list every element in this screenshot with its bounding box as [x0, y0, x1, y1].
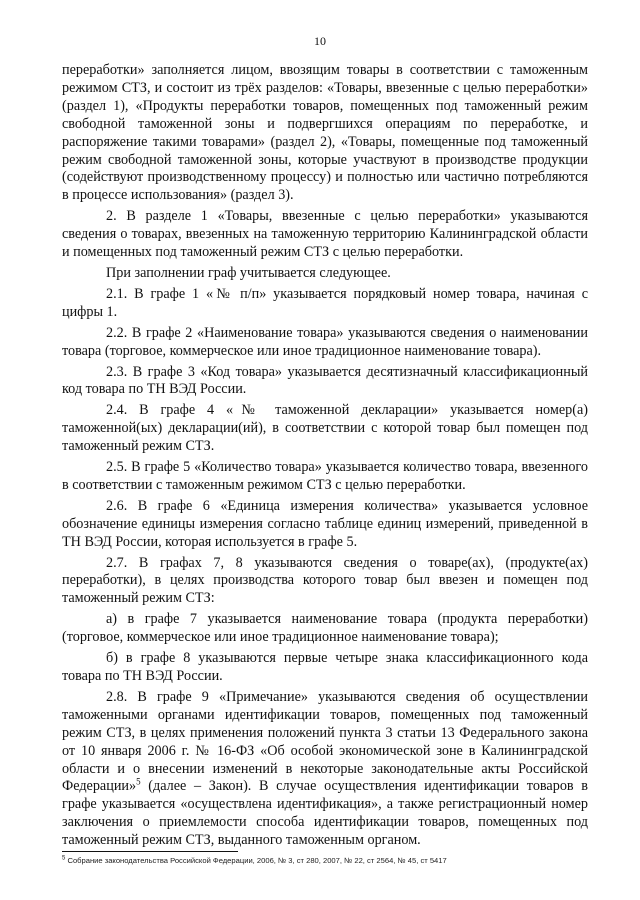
- paragraph-2-8-part2: (далее – Закон). В случае осуществления идентификации товаров в графе указывается «осуществлена идентификация», а также регистрационный номер заключения о приемлемости способа идентификации товаров, помещенных под таможенный режим СТЗ, выданного таможенным органом.: [62, 778, 588, 849]
- footnote-text: Собрание законодательства Российской Федерации, 2006, № 3, ст 280, 2007, № 22, ст 2564, № 45, ст 5417: [65, 856, 447, 865]
- footnote-divider: [62, 851, 238, 852]
- paragraph-section-2: 2. В разделе 1 «Товары, ввезенные с целью переработки» указываются сведения о товарах, ввезенных на таможенную территорию Калининградской области и помещенных под таможенный режим СТЗ с целью переработки.: [62, 208, 588, 261]
- paragraph-2-1: 2.1. В графе 1 «№ п/п» указывается порядковый номер товара, начиная с цифры 1.: [62, 285, 588, 320]
- footnote: [62, 856, 602, 865]
- paragraph-intro-columns: При заполнении граф учитывается следующее.: [106, 264, 391, 281]
- paragraph-2-7-b: б) в графе 8 указываются первые четыре знака классификационного кода товара по ТН ВЭД России.: [62, 650, 588, 684]
- paragraph-2-2: 2.2. В графе 2 «Наименование товара» указываются сведения о наименовании товара (торговое, коммерческое или иное традиционное наименование товара).: [62, 324, 588, 359]
- paragraph-2-8: [62, 689, 588, 850]
- paragraph-2-4: 2.4. В графе 4 «№ таможенной декларации» указывается номер(а) таможенной(ых) декларации(ий), в соответствии с которой товар был помещен под таможенный режим СТЗ.: [62, 402, 588, 455]
- paragraph-2-7-a: а) в графе 7 указывается наименование товара (продукта переработки) (торговое, коммерческое или иное традиционное наименование товара);: [62, 611, 588, 646]
- paragraph-2-6: 2.6. В графе 6 «Единица измерения количества» указывается условное обозначение единицы измерения согласно таблице единиц измерений, приведенной в ТН ВЭД России, которая используется в графе 5.: [62, 497, 588, 550]
- document-body: [62, 62, 588, 853]
- paragraph-continuation: переработки» заполняется лицом, ввозящим товары в соответствии с таможенным режимом СТЗ, и состоит из трёх разделов: «Товары, ввезенные с целью переработки» (раздел 1), «Продукты переработки товаров, помещенных под таможенный режим свободной таможенной зоны и подвергшихся операциям по переработке, и распоряжение такими товарами» (раздел 2), «Товары, помещенные под таможенный режим свободной таможенной зоны, которые участвуют в производстве продукции (содействуют производственному процессу) и полностью или частично потребляются в процессе использования» (раздел 3).: [62, 62, 588, 204]
- paragraph-2-5: 2.5. В графе 5 «Количество товара» указывается количество товара, ввезенного в соответствии с таможенным режимом СТЗ с целью переработки.: [62, 459, 588, 493]
- paragraph-2-7: 2.7. В графах 7, 8 указываются сведения о товаре(ах), (продукте(ах) переработки), в целях производства которого товар был ввезен и помещен под таможенный режим СТЗ:: [62, 554, 588, 607]
- footnote-mark: 5: [62, 855, 66, 862]
- footnote-reference: 5: [136, 776, 141, 787]
- paragraph-2-8-part1: 2.8. В графе 9 «Примечание» указываются сведения об осуществлении таможенными органами идентификации товаров, помещенных под таможенный режим СТЗ, в целях применения положений пункта 3 статьи 13 Федерального закона от 10 января 2006 г. № 16-ФЗ «Об особой экономической зоне в Калининградской области и о внесении изменений в некоторые законодательные акты Российской Федерации»: [62, 688, 588, 795]
- page-number: 10: [314, 34, 326, 48]
- paragraph-2-3: 2.3. В графе 3 «Код товара» указывается десятизначный классификационный код товара по ТН ВЭД России.: [62, 363, 588, 398]
